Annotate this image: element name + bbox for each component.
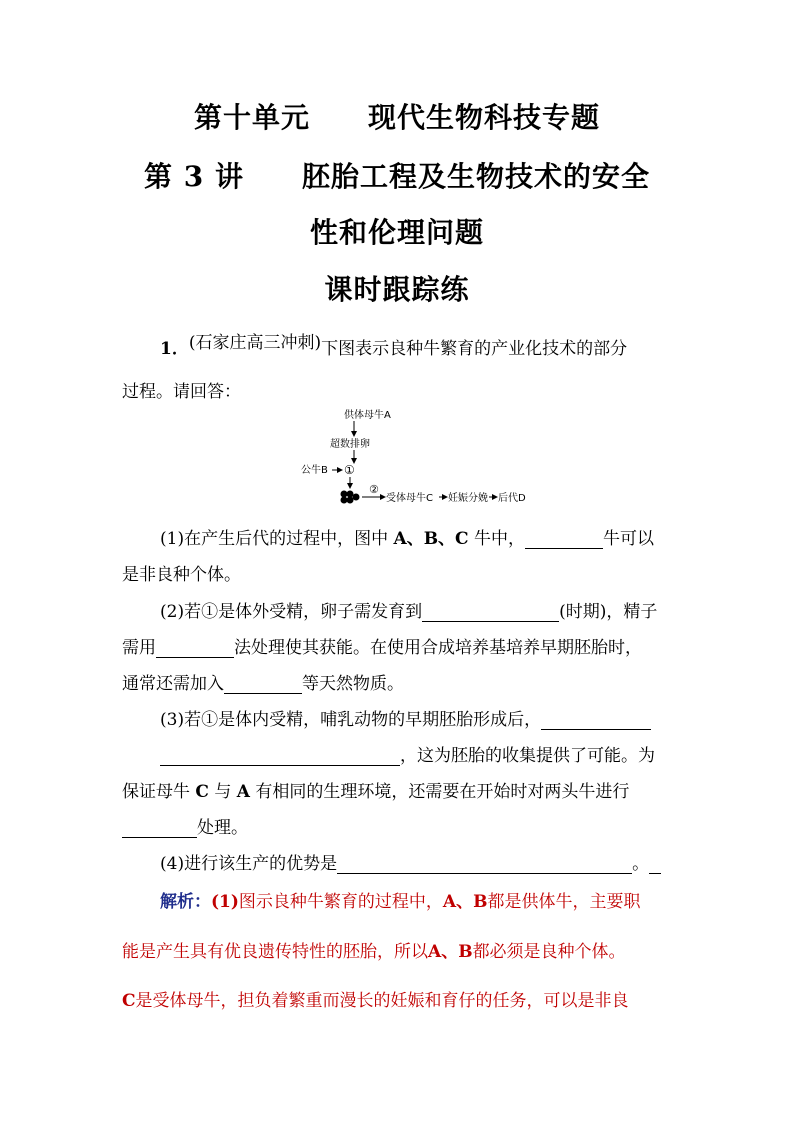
answer-blank-3b[interactable] [160, 747, 400, 766]
stem-text-1: 下图表示良种牛繁育的产业化技术的部分 [321, 339, 628, 359]
lecture-title-line2: 性和伦理问题 [309, 216, 484, 249]
analysis-line1: 解析：(1)图示良种牛繁育的过程中，A、B都是供体牛，主要职 [160, 892, 641, 912]
diagram-offspring: 后代D [498, 493, 526, 504]
lecture-title-line1: 第 3 讲 胚胎工程及生物技术的安全 [144, 160, 650, 193]
subquestion-3-line3: 保证母牛 C 与 A 有相同的生理环境，还需要在开始时对两头牛进行 [122, 782, 630, 802]
answer-blank-2c[interactable] [224, 675, 302, 694]
subquestion-4: (4)进行该生产的优势是 。 [160, 849, 661, 874]
subquestion-1: (1)在产生后代的过程中，图中 A、B、C 牛中， 牛可以 [160, 529, 654, 549]
subquestion-2: (2)若①是体外受精，卵子需发育到 (时期)，精子 [160, 602, 658, 622]
unit-title: 第十单元 现代生物科技专题 [193, 101, 600, 134]
diagram-superovulation: 超数排卵 [330, 439, 370, 450]
subquestion-2-line2: 需用 法处理使其获能。在使用合成培养基培养早期胚胎时， [122, 638, 642, 658]
diagram-donor: 供体母牛A [344, 410, 391, 421]
answer-blank-3c[interactable] [122, 819, 197, 838]
subquestion-3-line2: ，这为胚胎的收集提供了可能。为 [160, 741, 655, 766]
analysis-label: 解析 [160, 892, 194, 912]
diagram-bull: 公牛B [301, 465, 328, 476]
embryo-icon [341, 491, 360, 504]
analysis-line3: C是受体母牛，担负着繁重而漫长的妊娠和育仔的任务，可以是非良 [122, 991, 629, 1011]
subquestion-3: (3)若①是体内受精，哺乳动物的早期胚胎形成后， [160, 705, 651, 730]
analysis-line2: 能是产生具有优良遗传特性的胚胎，所以A、B都必须是良种个体。 [122, 942, 626, 962]
subquestion-1-line2: 是非良种个体。 [122, 565, 241, 585]
answer-blank-2b[interactable] [156, 639, 234, 658]
question-number: 1． [160, 339, 189, 359]
diagram-step1: ① [344, 463, 355, 477]
subquestion-3-line4: 处理。 [122, 813, 248, 838]
question-source: (石家庄高三冲刺) [188, 333, 322, 353]
diagram-pregnancy: 妊娠分娩 [448, 493, 488, 504]
question-1-stem-line2: 过程。请回答： [122, 382, 241, 402]
answer-blank-4[interactable] [337, 855, 632, 874]
answer-blank-1[interactable] [525, 530, 603, 549]
diagram-step2: ② [369, 483, 379, 496]
answer-blank-2a[interactable] [422, 603, 559, 622]
breeding-diagram [292, 405, 542, 510]
section-title: 课时跟踪练 [324, 273, 470, 306]
question-1-stem [160, 334, 627, 359]
subquestion-2-line3: 通常还需加入 等天然物质。 [122, 674, 404, 694]
diagram-recipient: 受体母牛C [386, 493, 433, 504]
answer-blank-3a[interactable] [541, 711, 651, 730]
